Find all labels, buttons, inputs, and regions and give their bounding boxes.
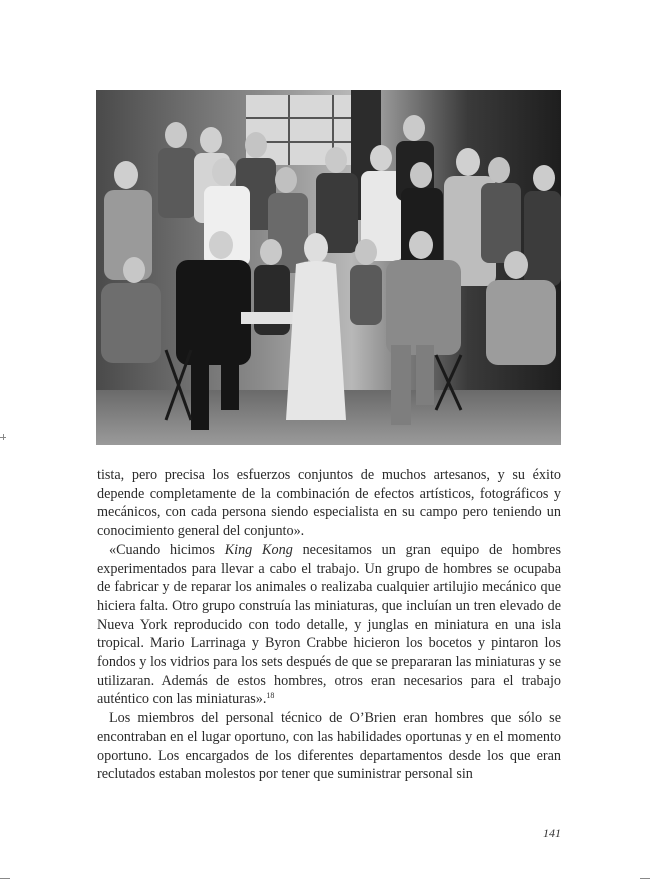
page-number: 141 [543,826,561,840]
group-photograph [96,90,561,445]
crop-mark [0,878,10,879]
paragraph-text: Los miembros del personal técnico de O’Brien eran hombres que sólo se encontraban en el lugar oportuno, con las habilidades oportunas y en el momento oportuno. Los encargados de los diferentes departamentos desde los que eran reclutados estaban molestos por tener que suministrar personal sin [97,710,561,783]
footnote-marker: 18 [266,691,275,701]
crop-mark [3,434,4,440]
body-text [97,466,561,784]
paragraph [97,466,561,541]
paragraph [97,709,561,784]
paragraph-text: tista, pero precisa los esfuerzos conjuntos de muchos artesanos, y su éxito depende completamente de la combinación de efectos artísticos, fotográficos y mecánicos, con cada persona siendo especialista en su campo pero teniendo un conocimiento general del conjunto». [97,467,561,540]
photo-image [96,90,561,445]
film-title: King Kong [224,541,293,558]
paragraph [97,541,561,709]
paragraph-text: «Cuando hicimos [109,541,225,558]
crop-mark [640,878,650,879]
paragraph-text: necesitamos un gran equipo de hombres experimentados para llevar a cabo el trabajo. Un grupo de hombres se ocupaba de fabricar y de reparar los animales o realizaba cualquier artilujio mecánico que hiciera falta. Otro grupo construía las miniaturas, que incluían un tren elevado de Nueva York reproducido con todo detalle, y junglas en miniatura en una isla tropical. Mario Larrinaga y Byron Crabbe hicieron los bocetos y pintaron los fondos y los vidrios para los sets después de que se prepararan las miniaturas y se utilizaran. Además de estos hombres, otros eran necesarios para el trabajo auténtico con las miniaturas». [97,541,561,708]
